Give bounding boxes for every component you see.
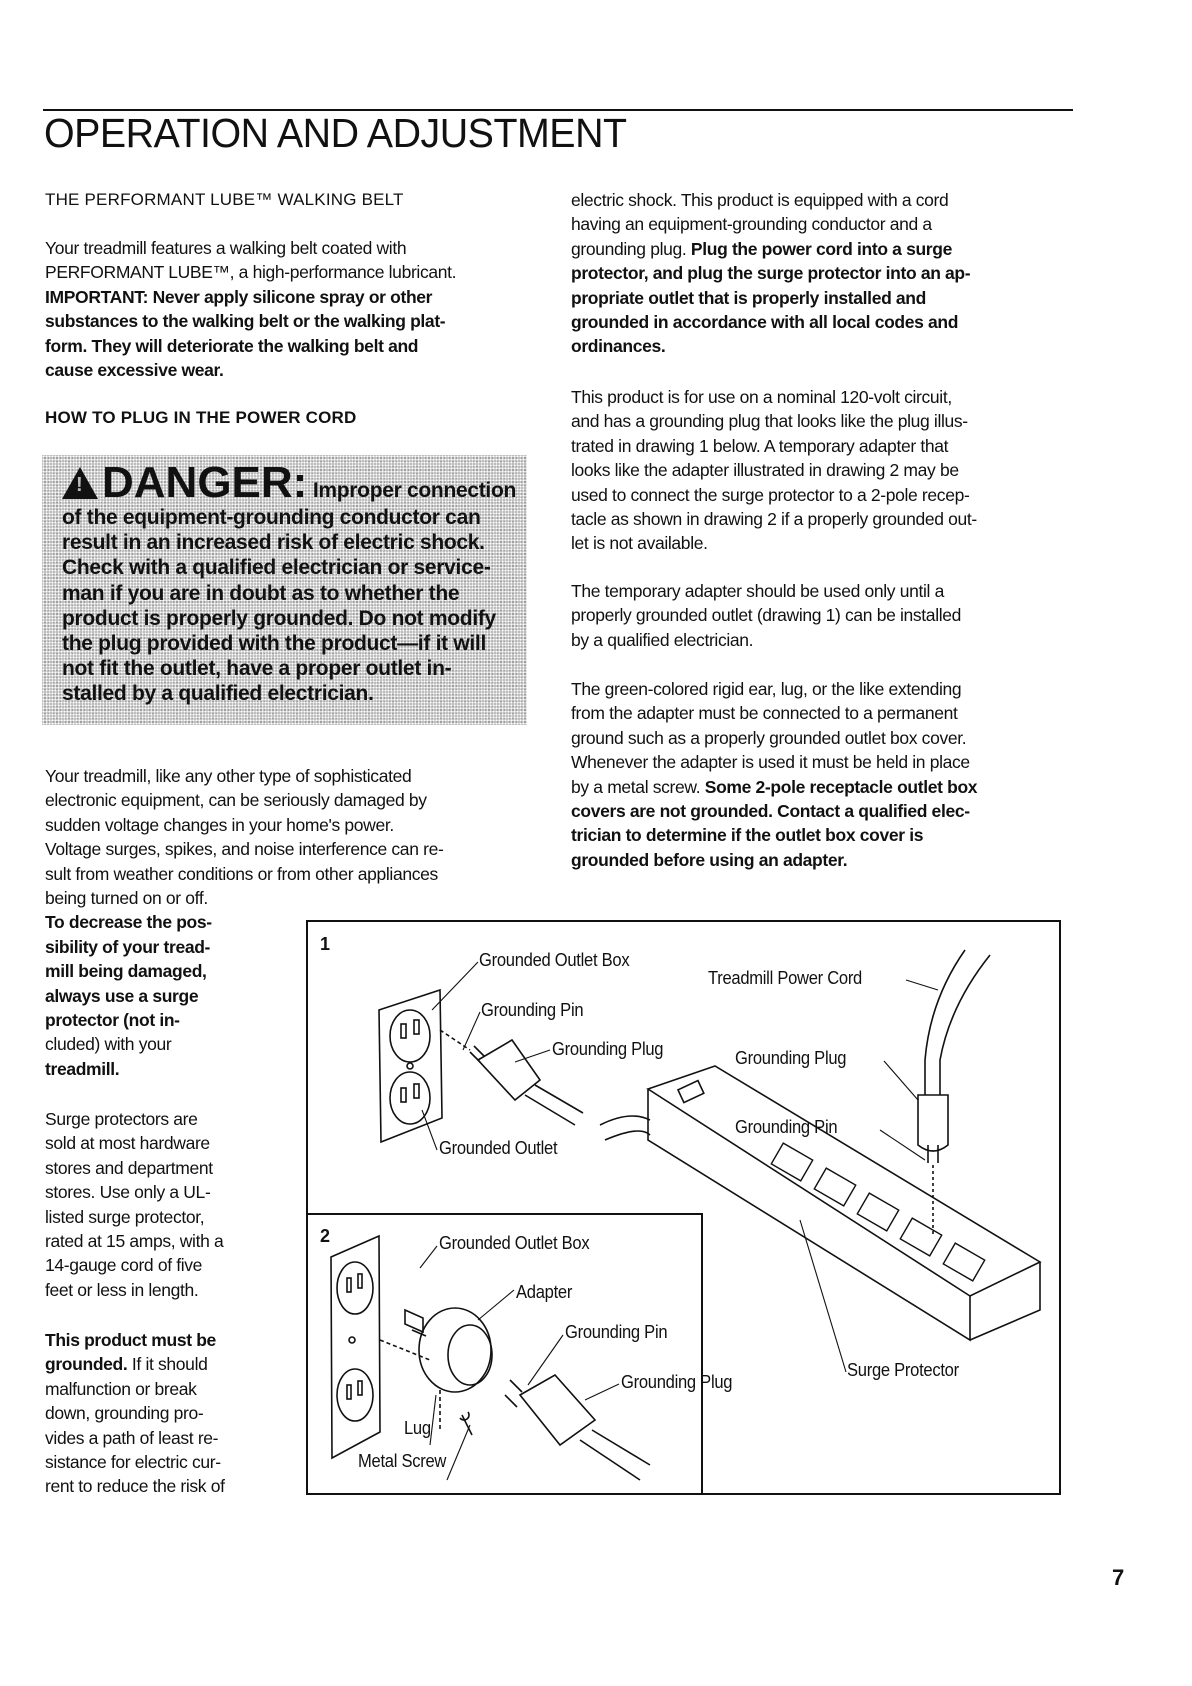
cord-instruction-bold: Plug the power cord into a surge protector, and plug the surge protector into an ap- propriate outlet that is properly installed and grounded in accordance with all local codes and ordinances. — [571, 238, 971, 357]
important-warning-text: IMPORTANT: Never apply silicone spray or other substances to the walking belt or the walking plat- form. They will deteriorate the walking belt and cause excessive wear. — [45, 286, 446, 381]
surge-protector — [648, 1066, 1040, 1340]
label-grounding-plug-surge: Grounding Plug — [735, 1048, 847, 1068]
adapter-ground-text: The green-colored rigid ear, lug, or the like extending from the adapter must be connected to a permanent ground such as a properly grounded outlet box cover. Whenever the adapter is used it must be held in place by a metal screw. — [571, 679, 970, 797]
label-grounding-pin-surge: Grounding Pin — [735, 1117, 838, 1137]
danger-text: of the equipment-grounding conductor can result in an increased risk of electric shock. Check with a qualified electrician or service- man if you are in doubt as to whether the product is properly grounded. Do not modify the plug provided with the product—if it will not fit the outlet, have a proper outlet in- stalled by a qualified electrician. — [62, 506, 496, 706]
label-grounded-outlet-box-2: Grounded Outlet Box — [439, 1233, 590, 1253]
label-treadmill-power-cord: Treadmill Power Cord — [708, 968, 862, 988]
grounding-text: If it should malfunction or break down, grounding pro- vides a path of least re- sistance for electric cur- rent to reduce the risk of — [45, 1354, 225, 1497]
danger-text-first: Improper connection — [307, 479, 517, 502]
surge-damage-text: Your treadmill, like any other type of sophisticated electronic equipment, can be seriously damaged by sudden voltage changes in your home's power. Voltage surges, spikes, and noise interference can re- sult from weather conditions or from other appliances being turned on or off. — [45, 766, 444, 909]
circuit-paragraph: This product is for use on a nominal 120-volt circuit, and has a grounding plug that looks like the plug illus- trated in drawing 1 below. A temporary adapter that looks like the adapter illustrated in drawing 2 may be used to connect the surge protector to a 2-pole recep- tacle as shown in drawing 2 if a properly grounded out- let is not available. — [571, 387, 977, 554]
cord-text: electric shock. This product is equipped with a cord having an equipment-grounding conductor and a grounding plug. — [571, 190, 949, 259]
treadmill-power-cord — [918, 950, 990, 1235]
surge-advice-tail: cluded) with your — [45, 1034, 172, 1055]
label-grounded-outlet: Grounded Outlet — [439, 1138, 558, 1158]
grounded-outlet-box-1 — [379, 990, 442, 1142]
label-grounding-pin-2: Grounding Pin — [565, 1322, 668, 1342]
label-grounding-plug-1: Grounding Plug — [552, 1039, 664, 1059]
label-grounding-plug-2: Grounding Plug — [621, 1372, 733, 1392]
surge-advice-tail-bold: treadmill. — [45, 1058, 120, 1079]
label-grounded-outlet-box-1: Grounded Outlet Box — [479, 950, 630, 970]
figure-frame — [307, 921, 1060, 1494]
drawing-1-number: 1 — [320, 934, 331, 954]
drawing-2-number: 2 — [320, 1226, 331, 1246]
section-heading-walking-belt: THE PERFORMANT LUBE™ WALKING BELT — [45, 190, 404, 209]
page-number: 7 — [1112, 1565, 1125, 1590]
surge-protector-info: Surge protectors are sold at most hardware stores and department stores. Use only a UL- listed surge protector, rated at 15 amps, with a 14-gauge cord of five feet or less in length. — [45, 1109, 224, 1300]
adapter-temporary-paragraph: The temporary adapter should be used only until a properly grounded outlet (drawing 1) can be installed by a qualified electrician. — [571, 581, 962, 650]
adapter-ground-bold: Some 2-pole receptacle outlet box covers are not grounded. Contact a qualified elec- trician to determine if the outlet box cover is grounded before using an adapter. — [571, 776, 978, 870]
danger-label: DANGER: — [102, 458, 308, 507]
two-pole-outlet-box — [331, 1236, 380, 1458]
grounding-bold: This product must be grounded. — [45, 1330, 216, 1375]
label-surge-protector: Surge Protector — [847, 1360, 959, 1380]
page-title: OPERATION AND ADJUSTMENT — [44, 110, 627, 156]
leader-lines-1 — [422, 962, 938, 1372]
surge-advice-bold: To decrease the pos- sibility of your tread- mill being damaged, always use a surge protector (not in- — [45, 912, 212, 1031]
label-metal-screw: Metal Screw — [358, 1451, 447, 1471]
adapter-drawing — [380, 1308, 492, 1435]
section-heading-power-cord: HOW TO PLUG IN THE POWER CORD — [45, 408, 357, 427]
walking-belt-text: Your treadmill features a walking belt coated with PERFORMANT LUBE™, a high-performance lubricant. — [45, 238, 457, 283]
label-adapter: Adapter — [516, 1282, 573, 1302]
label-lug: Lug — [404, 1418, 431, 1438]
label-grounding-pin-1: Grounding Pin — [481, 1000, 584, 1020]
